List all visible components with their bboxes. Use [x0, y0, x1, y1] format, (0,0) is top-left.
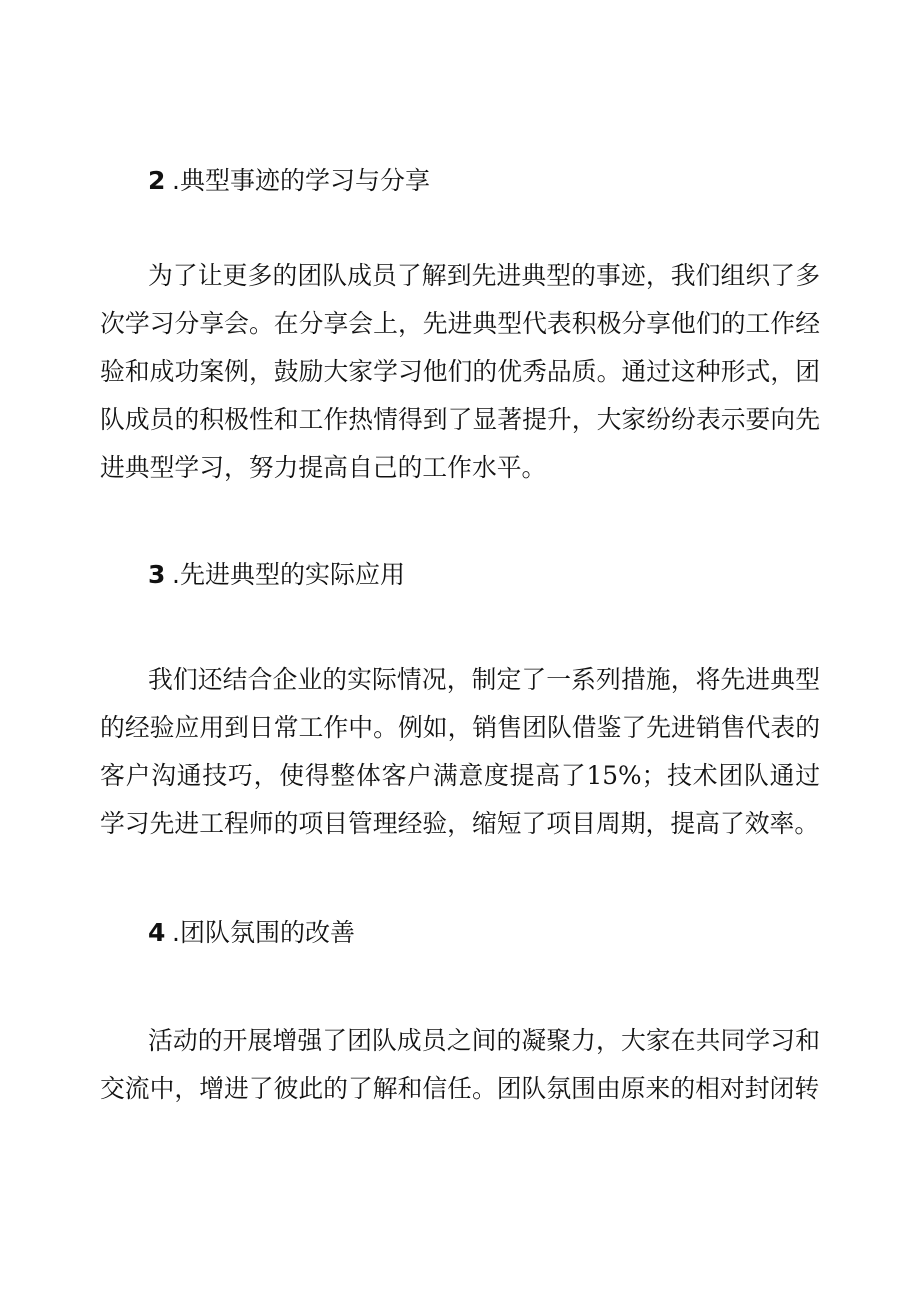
section-3-paragraph: 我们还结合企业的实际情况，制定了一系列措施，将先进典型的经验应用到日常工作中。例如，销售团队借鉴了先进销售代表的客户沟通技巧，使得整体客户满意度提高了15%；技术团队通过学习先进工程师的项目管理经验，缩短了项目周期，提高了效率。: [100, 665, 820, 838]
section-3-heading: [148, 559, 405, 591]
section-4-heading: [148, 917, 355, 949]
section-4-number: 4: [148, 918, 166, 947]
section-3-title: .先进典型的实际应用: [172, 560, 405, 589]
section-4-title: .团队氛围的改善: [172, 918, 355, 947]
section-2-paragraph: 为了让更多的团队成员了解到先进典型的事迹，我们组织了多次学习分享会。在分享会上，先进典型代表积极分享他们的工作经验和成功案例，鼓励大家学习他们的优秀品质。通过这种形式，团队成员的积极性和工作热情得到了显著提升，大家纷纷表示要向先进典型学习，努力提高自己的工作水平。: [100, 261, 820, 482]
section-4-paragraph: 活动的开展增强了团队成员之间的凝聚力，大家在共同学习和交流中，增进了彼此的了解和信任。团队氛围由原来的相对封闭转: [100, 1026, 820, 1103]
section-3-number: 3: [148, 560, 166, 589]
section-2-heading: [148, 165, 430, 197]
section-2-number: 2: [148, 166, 166, 195]
section-2-title: .典型事迹的学习与分享: [172, 166, 430, 195]
